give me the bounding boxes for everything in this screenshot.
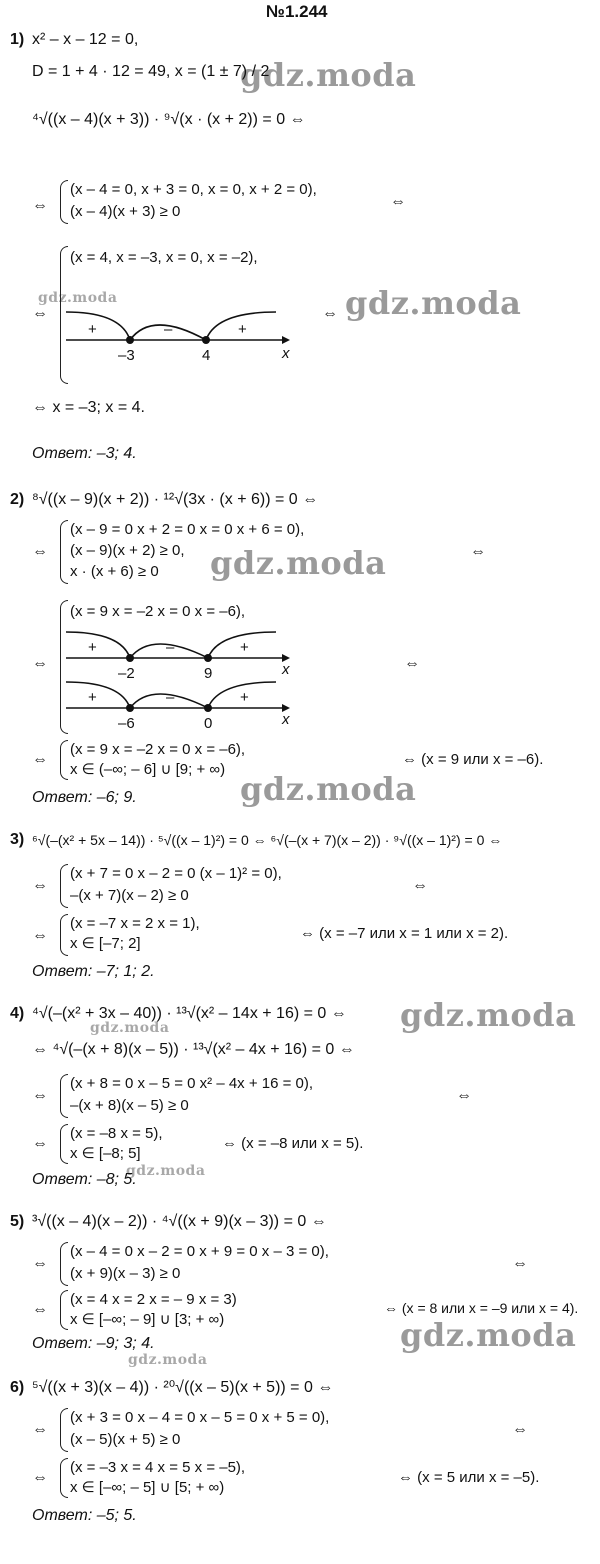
system-brace bbox=[60, 1124, 68, 1164]
problem-number: 1) bbox=[10, 31, 25, 48]
problem-number: 6) bbox=[10, 1379, 25, 1396]
point-label: 0 bbox=[204, 715, 213, 732]
sign-label: – bbox=[164, 321, 173, 338]
point-label: 9 bbox=[204, 665, 213, 682]
point-label: –2 bbox=[118, 665, 135, 682]
system-line: (x = –3 x = 4 x = 5 x = –5), bbox=[70, 1459, 246, 1476]
system-line: (x + 7 = 0 x – 2 = 0 (x – 1)² = 0), bbox=[70, 865, 282, 882]
sign-label: + bbox=[88, 321, 97, 338]
equivalence-sign: ⇔ bbox=[322, 305, 338, 322]
equivalence-sign: ⇔ bbox=[32, 1255, 48, 1272]
axis-variable: x bbox=[282, 661, 290, 678]
system-line: (x = –8 x = 5), bbox=[70, 1125, 163, 1142]
system-line: (x + 8 = 0 x – 5 = 0 x² – 4x + 16 = 0), bbox=[70, 1075, 314, 1092]
sign-label: – bbox=[166, 639, 175, 656]
system-line: x ∈ [–∞; – 5] ∪ [5; + ∞) bbox=[70, 1479, 225, 1496]
root-equation: ³√((x – 4)(x – 2)) · ⁴√((x + 9)(x – 3)) = 0 ⇔ bbox=[32, 1213, 327, 1230]
sign-label: + bbox=[238, 321, 247, 338]
answer: Ответ: –5; 5. bbox=[32, 1507, 137, 1524]
watermark: gdz.moda bbox=[210, 544, 387, 582]
axis-point bbox=[204, 654, 212, 662]
system-brace bbox=[60, 520, 68, 584]
system-brace bbox=[60, 1290, 68, 1330]
system-line: (x – 4)(x + 3) ≥ 0 bbox=[70, 203, 181, 220]
watermark: gdz.moda bbox=[240, 56, 417, 94]
result-line: ⇔ (x = 9 или x = –6). bbox=[402, 751, 544, 768]
axis-point bbox=[126, 704, 134, 712]
axis-point bbox=[202, 336, 210, 344]
root-equation: ⁵√((x + 3)(x – 4)) · ²⁰√((x – 5)(x + 5)) = 0 ⇔ bbox=[32, 1379, 334, 1396]
root-equation: ⁴√((x – 4)(x + 3)) · ⁹√(x · (x + 2)) = 0 ⇔ bbox=[32, 111, 306, 128]
equation-line: x² – x – 12 = 0, bbox=[32, 31, 139, 48]
axis-arrow bbox=[282, 336, 290, 344]
number-line bbox=[66, 630, 306, 680]
problem-number: 3) bbox=[10, 831, 25, 848]
number-line bbox=[66, 680, 306, 730]
sign-label: + bbox=[88, 639, 97, 656]
equivalence-sign: ⇔ bbox=[390, 193, 406, 210]
watermark: gdz.moda bbox=[400, 996, 577, 1034]
system-line: (x – 4 = 0, x + 3 = 0, x = 0, x + 2 = 0), bbox=[70, 181, 317, 198]
sign-label: + bbox=[240, 639, 249, 656]
system-brace bbox=[60, 864, 68, 908]
system-line: (x = 9 x = –2 x = 0 x = –6), bbox=[70, 741, 246, 758]
result-line: ⇔ (x = 5 или x = –5). bbox=[398, 1469, 540, 1486]
system-line: x ∈ (–∞; – 6] ∪ [9; + ∞) bbox=[70, 761, 226, 778]
system-line: x · (x + 6) ≥ 0 bbox=[70, 563, 159, 580]
equivalence-sign: ⇔ bbox=[512, 1255, 528, 1272]
axis-point bbox=[204, 704, 212, 712]
equivalence-sign: ⇔ bbox=[456, 1087, 472, 1104]
root-equation: ⁴√(–(x² + 3x – 40)) · ¹³√(x² – 14x + 16) = 0 ⇔ bbox=[32, 1005, 347, 1022]
equivalence-sign: ⇔ bbox=[32, 655, 48, 672]
watermark: gdz.moda bbox=[400, 1316, 577, 1354]
discriminant-line: D = 1 + 4 · 12 = 49, x = (1 ± 7) / 2 bbox=[32, 63, 270, 80]
problem-number: 5) bbox=[10, 1213, 25, 1230]
watermark: gdz.moda bbox=[240, 770, 417, 808]
problem-number: 4) bbox=[10, 1005, 25, 1022]
axis-point bbox=[126, 654, 134, 662]
system-line: (x + 9)(x – 3) ≥ 0 bbox=[70, 1265, 181, 1282]
page-title: №1.244 bbox=[266, 2, 328, 21]
root-equation: ⁸√((x – 9)(x + 2)) · ¹²√(3x · (x + 6)) = 0 ⇔ bbox=[32, 491, 319, 508]
answer: Ответ: –3; 4. bbox=[32, 445, 137, 462]
equivalence-sign: ⇔ bbox=[32, 927, 48, 944]
equivalence-sign: ⇔ bbox=[32, 543, 48, 560]
system-line: x ∈ [–∞; – 9] ∪ [3; + ∞) bbox=[70, 1311, 225, 1328]
system-brace bbox=[60, 1074, 68, 1118]
result-line: ⇔ x = –3; x = 4. bbox=[32, 399, 145, 416]
system-line: x ∈ [–8; 5] bbox=[70, 1145, 141, 1162]
system-line: x ∈ [–7; 2] bbox=[70, 935, 141, 952]
sign-label: – bbox=[166, 689, 175, 706]
number-line bbox=[66, 310, 306, 364]
equivalence-sign: ⇔ bbox=[32, 1301, 48, 1318]
equivalence-sign: ⇔ bbox=[32, 877, 48, 894]
equivalence-sign: ⇔ bbox=[32, 1469, 48, 1486]
point-label: –6 bbox=[118, 715, 135, 732]
system-brace bbox=[60, 1242, 68, 1286]
equivalence-sign: ⇔ bbox=[32, 751, 48, 768]
system-line: (x – 9)(x + 2) ≥ 0, bbox=[70, 542, 185, 559]
equivalence-sign: ⇔ bbox=[470, 543, 486, 560]
system-line: –(x + 8)(x – 5) ≥ 0 bbox=[70, 1097, 189, 1114]
result-line: ⇔ (x = –8 или x = 5). bbox=[222, 1135, 364, 1152]
system-line: (x = 9 x = –2 x = 0 x = –6), bbox=[70, 603, 246, 620]
equivalence-sign: ⇔ bbox=[32, 305, 48, 322]
equivalence-sign: ⇔ bbox=[32, 1135, 48, 1152]
equivalence-sign: ⇔ bbox=[512, 1421, 528, 1438]
watermark: gdz.moda bbox=[128, 1352, 208, 1368]
root-equation: ⁶√(–(x² + 5x – 14)) · ⁵√((x – 1)²) = 0 ⇔ ⁶√(–(x + 7)(x – 2)) · ⁹√((x – 1)²) = 0 ⇔ bbox=[32, 832, 503, 848]
axis-variable: x bbox=[282, 711, 290, 728]
result-line: ⇔ (x = –7 или x = 1 или x = 2). bbox=[300, 925, 509, 942]
system-brace bbox=[60, 1458, 68, 1498]
point-label: 4 bbox=[202, 347, 211, 364]
system-line: (x – 4 = 0 x – 2 = 0 x + 9 = 0 x – 3 = 0), bbox=[70, 1243, 329, 1260]
watermark: gdz.moda bbox=[345, 284, 522, 322]
system-line: –(x + 7)(x – 2) ≥ 0 bbox=[70, 887, 189, 904]
sign-label: + bbox=[88, 689, 97, 706]
system-line: (x – 9 = 0 x + 2 = 0 x = 0 x + 6 = 0), bbox=[70, 521, 305, 538]
system-line: (x – 5)(x + 5) ≥ 0 bbox=[70, 1431, 181, 1448]
answer: Ответ: –9; 3; 4. bbox=[32, 1335, 155, 1352]
answer: Ответ: –7; 1; 2. bbox=[32, 963, 155, 980]
equivalence-sign: ⇔ bbox=[412, 877, 428, 894]
system-line: (x = 4 x = 2 x = – 9 x = 3) bbox=[70, 1291, 237, 1308]
system-brace bbox=[60, 180, 68, 224]
system-brace bbox=[60, 1408, 68, 1452]
equivalence-sign: ⇔ bbox=[32, 1421, 48, 1438]
system-brace bbox=[60, 914, 68, 956]
system-line: (x = 4, x = –3, x = 0, x = –2), bbox=[70, 249, 258, 266]
root-equation: ⇔ ⁴√(–(x + 8)(x – 5)) · ¹³√(x² – 4x + 16) = 0 ⇔ bbox=[32, 1041, 355, 1058]
answer: Ответ: –8; 5. bbox=[32, 1171, 137, 1188]
axis-point bbox=[126, 336, 134, 344]
watermark: gdz.moda bbox=[126, 1163, 206, 1179]
point-label: –3 bbox=[118, 347, 135, 364]
system-line: (x = –7 x = 2 x = 1), bbox=[70, 915, 200, 932]
result-line: ⇔ (x = 8 или x = –9 или x = 4). bbox=[384, 1300, 579, 1316]
system-line: (x + 3 = 0 x – 4 = 0 x – 5 = 0 x + 5 = 0), bbox=[70, 1409, 330, 1426]
system-brace bbox=[60, 740, 68, 780]
sign-label: + bbox=[240, 689, 249, 706]
problem-number: 2) bbox=[10, 491, 25, 508]
equivalence-sign: ⇔ bbox=[32, 1087, 48, 1104]
answer: Ответ: –6; 9. bbox=[32, 789, 137, 806]
equivalence-sign: ⇔ bbox=[32, 197, 48, 214]
watermark: gdz.moda bbox=[90, 1020, 170, 1036]
watermark: gdz.moda bbox=[38, 290, 118, 306]
axis-variable: x bbox=[282, 345, 290, 362]
equivalence-sign: ⇔ bbox=[404, 655, 420, 672]
